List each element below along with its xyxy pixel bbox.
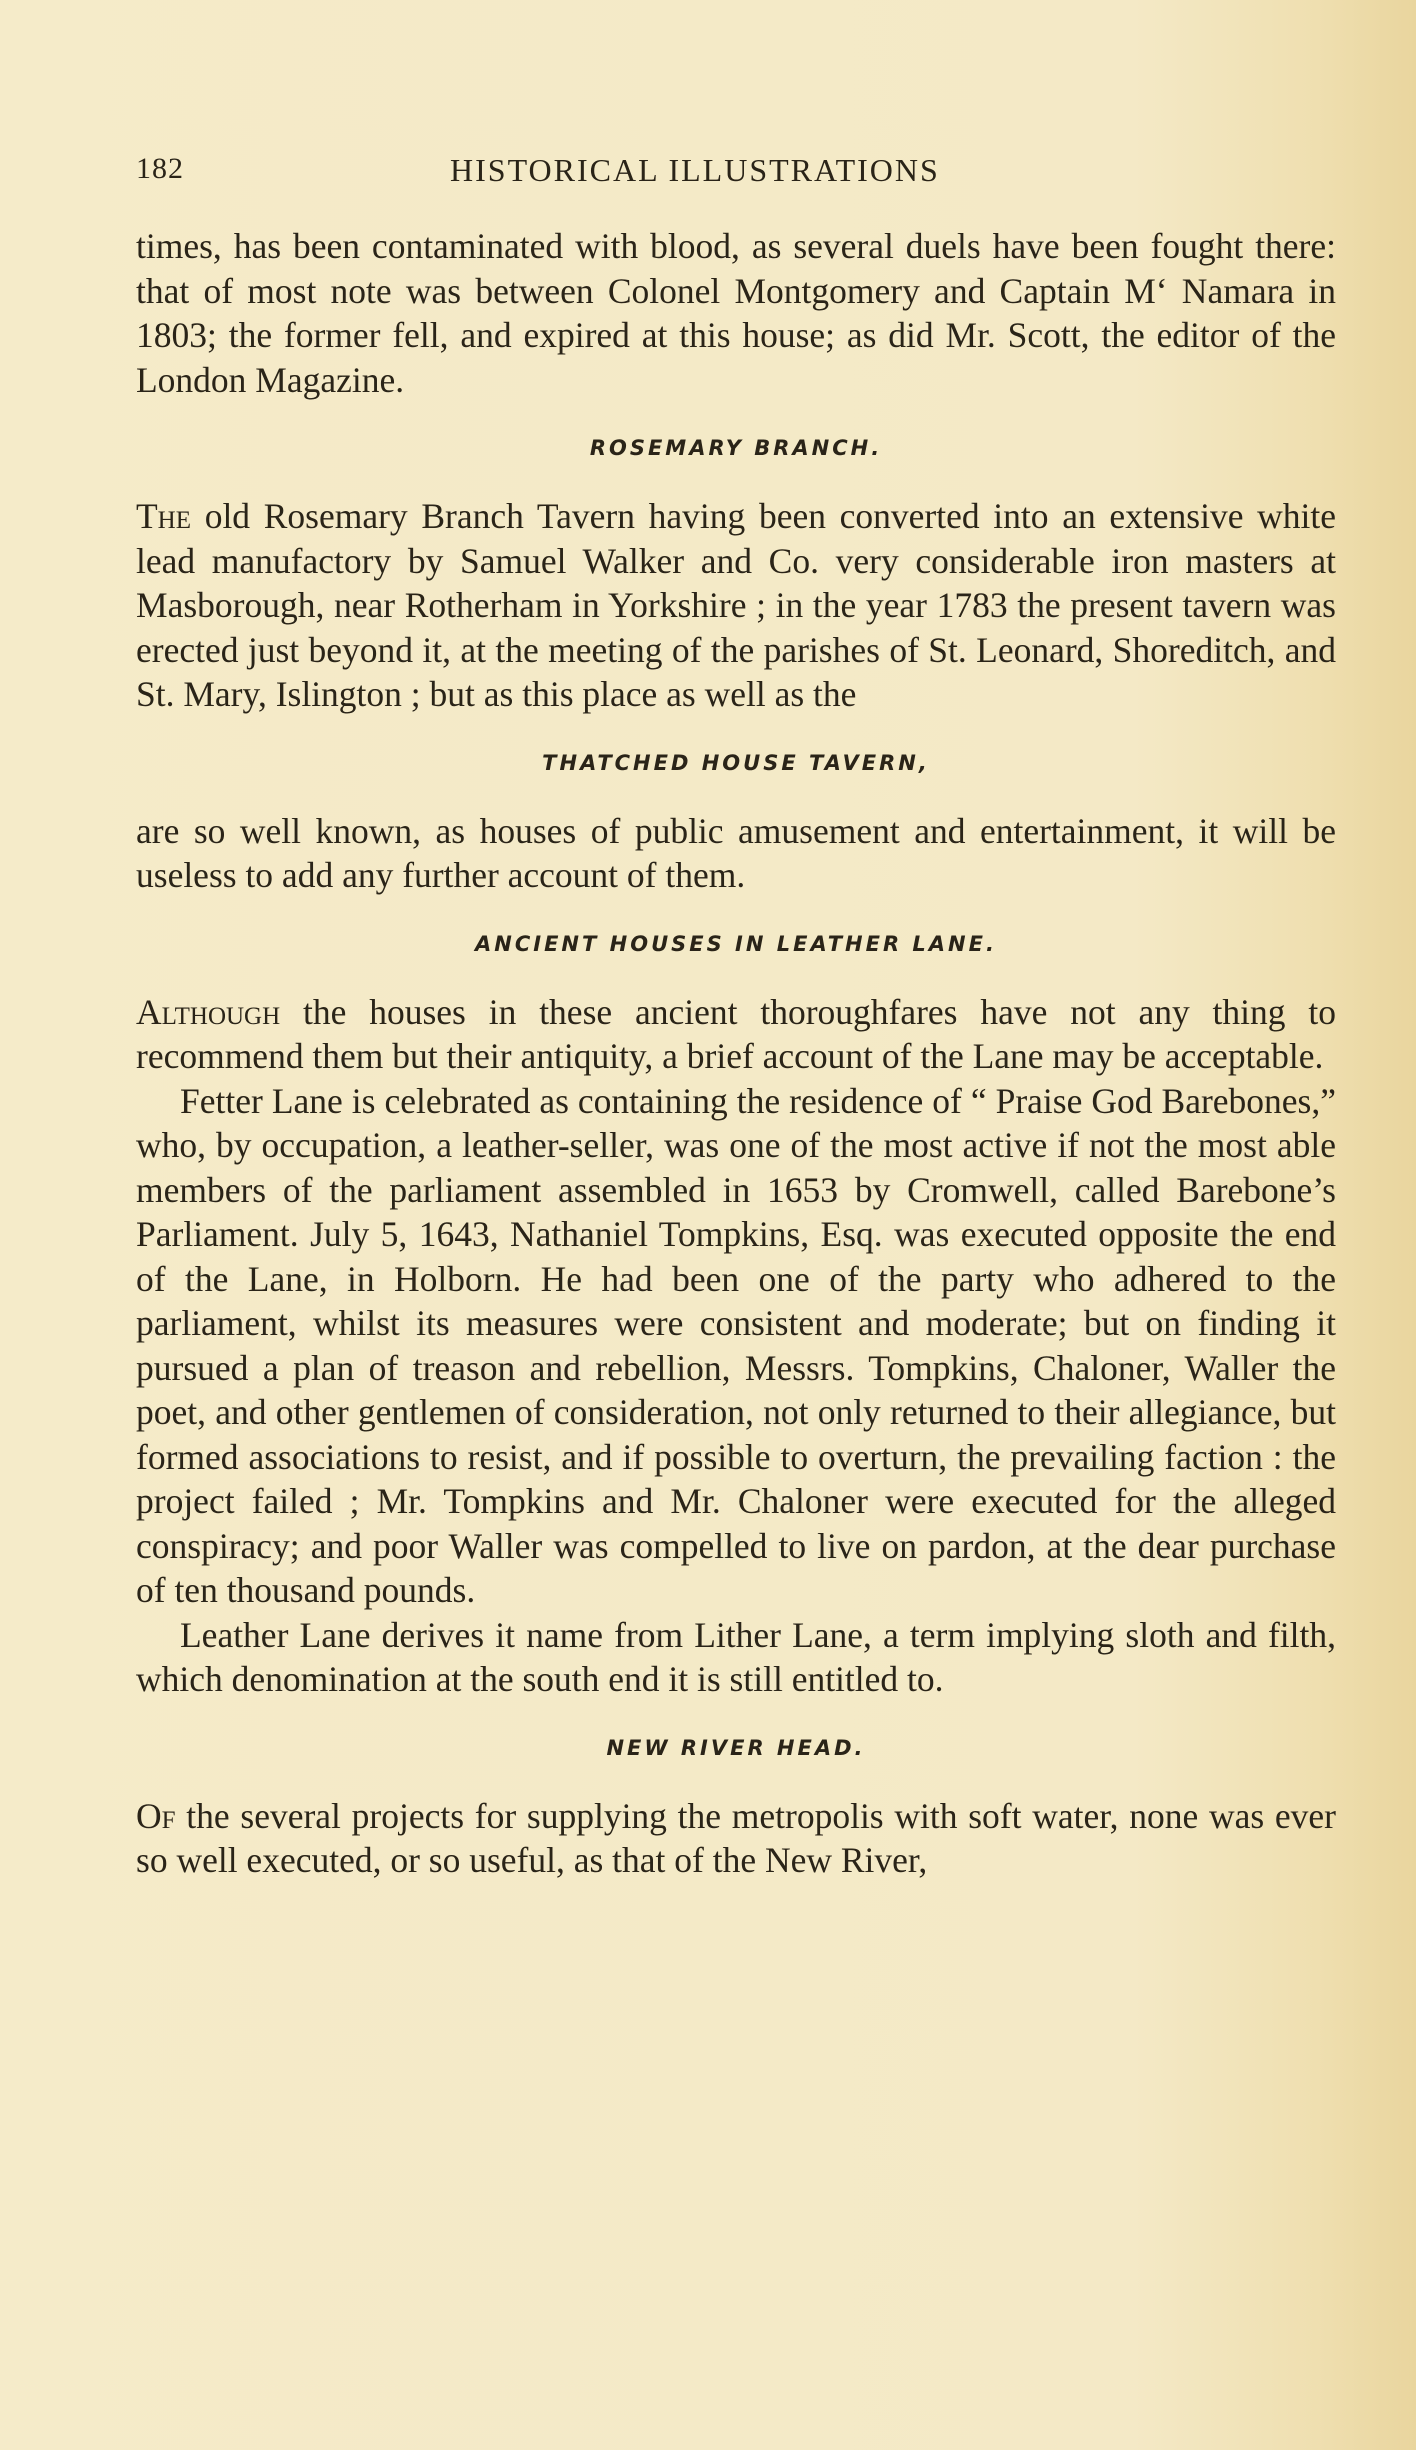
section-heading-leather-lane: ANCIENT HOUSES IN LEATHER LANE.: [475, 931, 997, 956]
paragraph: [136, 1794, 1336, 1883]
page-number: 182: [136, 152, 184, 185]
page-header: [136, 152, 1346, 200]
paragraph-text: the houses in these ancient thoroughfares have not any thing to recommend them but their antiquity, a brief account of the Lane may be acceptable.: [136, 991, 1336, 1076]
lead-word: Of: [136, 1795, 176, 1836]
paragraph: [136, 990, 1336, 1079]
paragraph: [136, 494, 1336, 717]
paragraph-text: the several projects for supplying the metropolis with soft water, none was ever so well executed, or so useful, as that of the New River,: [136, 1795, 1336, 1880]
paragraph: times, has been contaminated with blood, as several duels have been fought there: that of most note was between Colonel Montgomery and Captain M‘ Namara in 1803; the former fell, and expired at this house; as did Mr. Scott, the editor of the London Magazine.: [136, 226, 1336, 400]
running-title: HISTORICAL ILLUSTRATIONS: [450, 152, 940, 188]
section-heading-rosemary-branch: ROSEMARY BRANCH.: [589, 436, 883, 460]
paragraph: Leather Lane derives it name from Lither Lane, a term implying sloth and filth, which denomination at the south end it is still entitled to.: [136, 1614, 1336, 1699]
paragraph: Fetter Lane is celebrated as containing the residence of “ Praise God Barebones,” who, by occupation, a leather-seller, was one of the most active if not the most able members of the parliament assembled in 1653 by Cromwell, called Barebone’s Parliament. July 5, 1643, Nathaniel Tompkins, Esq. was executed opposite the end of the Lane, in Holborn. He had been one of the party who adhered to the parliament, whilst its measures were consistent and moderate; but on finding it pursued a plan of treason and rebellion, Messrs. Tompkins, Chaloner, Waller the poet, and other gentlemen of consideration, not only returned to their allegiance, but formed associations to resist, and if possible to overturn, the prevailing faction : the project failed ; Mr. Tompkins and Mr. Chaloner were executed for the alleged conspiracy; and poor Waller was compelled to live on pardon, at the dear purchase of ten thousand pounds.: [136, 1080, 1336, 1610]
lead-word: The: [136, 496, 192, 536]
body-text: [136, 224, 1336, 1883]
paragraph: are so well known, as houses of public amusement and entertainment, it will be useless to add any further account of them.: [136, 810, 1336, 895]
section-heading-new-river-head: NEW RIVER HEAD.: [606, 1735, 866, 1760]
section-heading-thatched-house: THATCHED HOUSE TAVERN,: [542, 750, 930, 775]
paragraph-text: old Rosemary Branch Tavern having been converted into an extensive white lead manufactory by Samuel Walker and Co. very considerable iron masters at Masborough, near Rotherham in Yorkshire ; in the year 1783 the present tavern was erected just beyond it, at the meeting of the parishes of St. Leonard, Shoreditch, and St. Mary, Islington ; but as this place as well as the: [136, 496, 1336, 714]
lead-word: Although: [136, 991, 281, 1032]
